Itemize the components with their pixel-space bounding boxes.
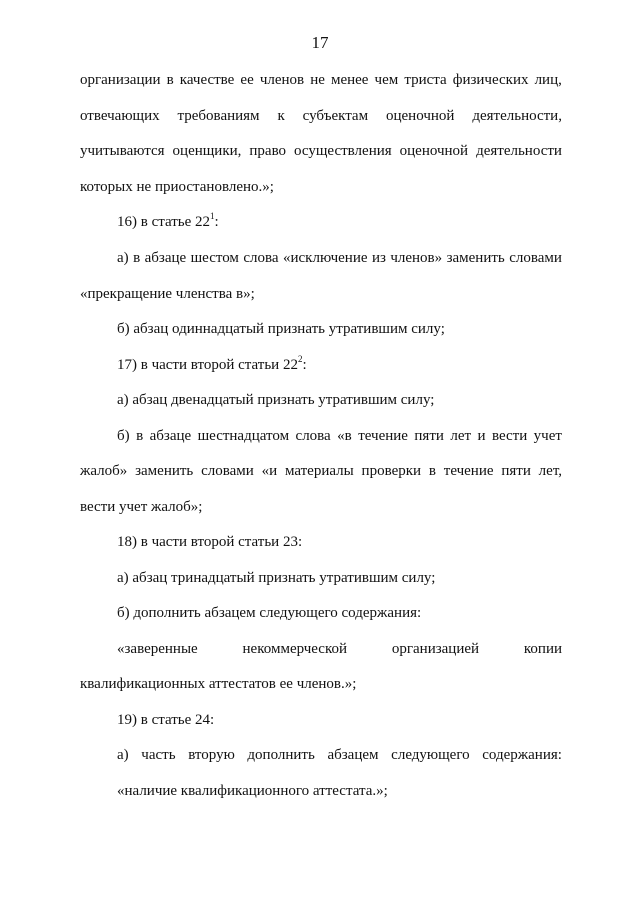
paragraph-line-1 <box>80 70 562 90</box>
word: менее <box>330 72 369 88</box>
word: течение <box>443 463 494 479</box>
word: словами <box>509 250 562 266</box>
word: лет, <box>538 463 562 479</box>
word: шестом <box>190 250 239 266</box>
word: пяти <box>501 463 531 479</box>
word: чем <box>374 72 399 88</box>
word: организации <box>80 72 161 88</box>
word: членов» <box>390 250 443 266</box>
word: учет <box>533 428 562 444</box>
word: оценочной <box>399 143 469 159</box>
word: «и <box>261 463 278 479</box>
item-17b-line-2 <box>80 461 562 481</box>
word: не <box>310 72 325 88</box>
word: дополнить <box>247 747 315 763</box>
word: абзацем <box>327 747 379 763</box>
word: из <box>371 250 386 266</box>
superscript: 2 <box>297 354 303 364</box>
item-18b-quote-line-1 <box>117 639 562 659</box>
item-text: 16) в статье 22 <box>117 214 211 230</box>
superscript: 1 <box>210 211 215 221</box>
word: лет <box>450 428 472 444</box>
word: организацией <box>391 641 480 657</box>
item-19a-quote: «наличие квалификационного аттестата.»; <box>117 783 388 799</box>
word: право <box>249 143 287 159</box>
item-16a-line-1 <box>117 248 562 268</box>
word: к <box>277 108 285 124</box>
word: содержания: <box>482 747 562 763</box>
item-18b-quote-line-2: квалификационных аттестатов ее членов.»; <box>80 676 357 692</box>
word: вторую <box>188 747 235 763</box>
word: деятельности, <box>472 108 562 124</box>
item-17b-line-1 <box>117 426 562 446</box>
word: абзаце <box>149 428 192 444</box>
word: некоммерческой <box>242 641 348 657</box>
paragraph-line-2 <box>80 106 562 126</box>
paragraph-line-3 <box>80 141 562 161</box>
word: требованиям <box>177 108 260 124</box>
word: «заверенные <box>117 641 198 657</box>
word: оценщики, <box>172 143 242 159</box>
word: словами <box>201 463 254 479</box>
word: в <box>133 250 141 266</box>
item-18-heading: 18) в части второй статьи 23: <box>117 534 303 550</box>
word: следующего <box>391 747 470 763</box>
word: пяти <box>414 428 444 444</box>
word: копии <box>523 641 562 657</box>
item-17b-line-3: вести учет жалоб»; <box>80 499 203 515</box>
word: оценочной <box>386 108 455 124</box>
word: «исключение <box>283 250 368 266</box>
word: слова <box>243 250 279 266</box>
word: лиц, <box>534 72 562 88</box>
item-17a: а) абзац двенадцатый признать утратившим силу; <box>117 392 435 408</box>
word: качестве <box>179 72 235 88</box>
item-19a <box>117 745 562 765</box>
word: учитываются <box>80 143 165 159</box>
word: деятельности <box>476 143 562 159</box>
paragraph-line-4: которых не приостановлено.»; <box>80 179 274 195</box>
page-number: 17 <box>311 33 329 52</box>
word: вести <box>491 428 528 444</box>
word: материалы <box>284 463 354 479</box>
word: заменить <box>446 250 505 266</box>
word: слова <box>295 428 331 444</box>
item-17-heading <box>117 355 562 375</box>
item-text: 17) в части второй статьи 22 <box>117 357 298 373</box>
word: в <box>428 463 436 479</box>
item-19-heading: 19) в статье 24: <box>117 712 215 728</box>
word: абзаце <box>144 250 187 266</box>
word: субъектам <box>302 108 369 124</box>
word: членов <box>259 72 305 88</box>
word: и <box>477 428 486 444</box>
word: «в <box>337 428 352 444</box>
word: течение <box>358 428 408 444</box>
word: заменить <box>135 463 194 479</box>
word: жалоб» <box>80 463 128 479</box>
item-16b: б) абзац одиннадцатый признать утратившим силу; <box>117 321 445 337</box>
word: в <box>136 428 144 444</box>
word: осуществления <box>294 143 392 159</box>
item-16a-line-2: «прекращение членства в»; <box>80 286 255 302</box>
word: часть <box>141 747 176 763</box>
item-18a: а) абзац тринадцатый признать утратившим силу; <box>117 570 436 586</box>
item-16-heading <box>117 212 562 232</box>
word: а) <box>117 250 129 266</box>
word: в <box>166 72 174 88</box>
word: отвечающих <box>80 108 160 124</box>
word: а) <box>117 747 129 763</box>
item-text-tail: : <box>302 357 307 373</box>
item-18b: б) дополнить абзацем следующего содержания: <box>117 605 422 621</box>
item-text-tail: : <box>214 214 219 230</box>
word: проверки <box>361 463 422 479</box>
word: ее <box>240 72 254 88</box>
word: физических <box>452 72 529 88</box>
word: б) <box>117 428 130 444</box>
word: шестнадцатом <box>197 428 290 444</box>
word: триста <box>404 72 447 88</box>
